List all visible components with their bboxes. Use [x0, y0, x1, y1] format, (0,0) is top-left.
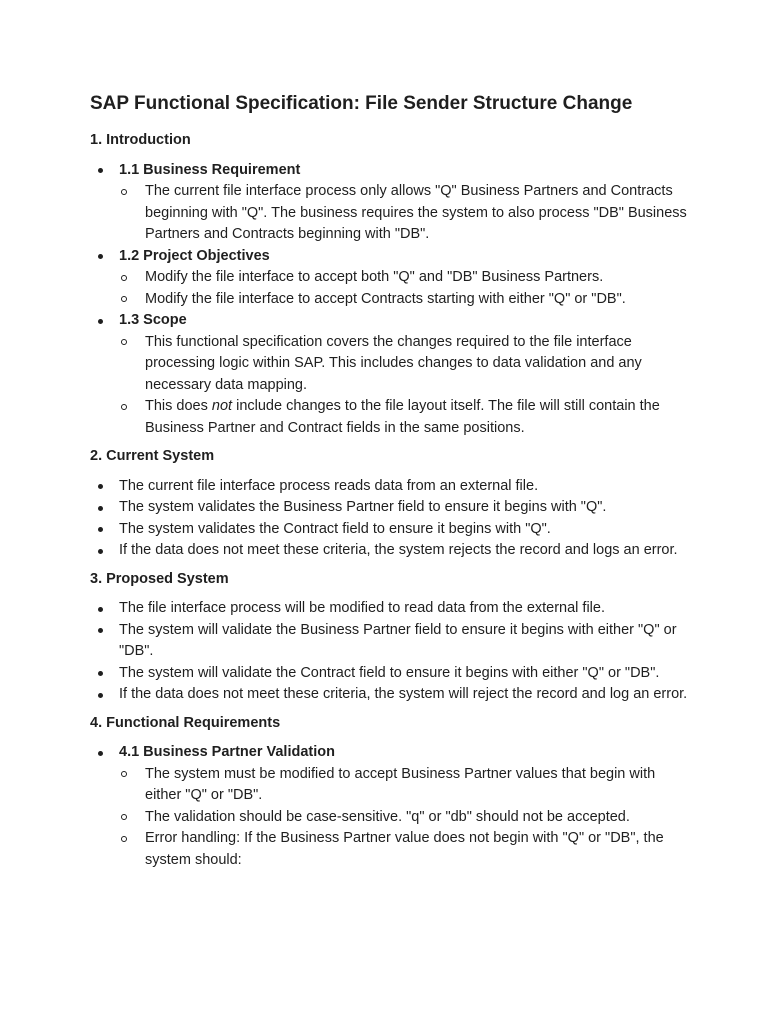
list-item-text: The system validates the Business Partner field to ensure it begins with "Q". [119, 499, 607, 515]
sub-list-item [119, 289, 688, 311]
bullet-icon [98, 484, 103, 489]
sub-list-item [119, 828, 688, 871]
list-item-text: If the data does not meet these criteria, the system rejects the record and logs an error. [119, 542, 678, 558]
sub-list-item [119, 396, 688, 439]
sub-list-item-text-pre: This does [145, 398, 212, 414]
sub-list-item [119, 267, 688, 289]
sub-list [119, 764, 688, 872]
list-item [90, 519, 688, 541]
list-item [90, 310, 688, 439]
bullet-icon [98, 628, 103, 633]
sub-list-item-text: Modify the file interface to accept both "Q" and "DB" Business Partners. [145, 269, 604, 285]
section-heading-proposed-system: 3. Proposed System [90, 570, 229, 587]
sub-list [119, 181, 688, 246]
list-item [90, 497, 688, 519]
hollow-bullet-icon [121, 296, 127, 302]
list-item [90, 742, 688, 871]
subsection-label: 1.1 Business Requirement [119, 161, 301, 178]
bullet-icon [98, 506, 103, 511]
list-item [90, 663, 688, 685]
hollow-bullet-icon [121, 189, 127, 195]
hollow-bullet-icon [121, 814, 127, 820]
bullet-icon [98, 607, 103, 612]
introduction-list [90, 160, 688, 440]
sub-list-item-text: Error handling: If the Business Partner value does not begin with "Q" or "DB", the system should: [145, 830, 664, 868]
bullet-icon [98, 319, 103, 324]
bullet-icon [98, 527, 103, 532]
sub-list-item-text: The validation should be case-sensitive. "q" or "db" should not be accepted. [145, 808, 630, 825]
sub-list-item [119, 181, 688, 246]
sub-list-item [119, 332, 688, 397]
bullet-icon [98, 168, 103, 173]
functional-requirements-list [90, 742, 688, 871]
sub-list-item [119, 807, 688, 829]
hollow-bullet-icon [121, 836, 127, 842]
sub-list-item [119, 764, 688, 807]
document-title: SAP Functional Specification: File Sender Structure Change [90, 93, 633, 114]
list-item-text: The file interface process will be modified to read data from the external file. [119, 600, 605, 616]
sub-list-item-text: The current file interface process only allows "Q" Business Partners and Contracts beginning with "Q". The business requires the system to also process "DB" Business Partners and Contracts beginning with "DB". [145, 183, 687, 242]
list-item-text: The system validates the Contract field to ensure it begins with "Q". [119, 520, 551, 537]
sub-list-item-text: Modify the file interface to accept Contracts starting with either "Q" or "DB". [145, 290, 626, 307]
hollow-bullet-icon [121, 404, 127, 410]
sub-list [119, 332, 688, 440]
list-item [90, 540, 688, 562]
hollow-bullet-icon [121, 771, 127, 777]
list-item-text: If the data does not meet these criteria, the system will reject the record and log an error. [119, 686, 688, 702]
sub-list-item-text: The system must be modified to accept Business Partner values that begin with either "Q" or "DB". [145, 765, 656, 803]
sub-list-item-text-post: include changes to the file layout itself. The file will still contain the Business Partner and Contract fields in the same positions. [145, 398, 660, 436]
bullet-icon [98, 693, 103, 698]
list-item [90, 620, 688, 663]
list-item-text: The system will validate the Contract field to ensure it begins with either "Q" or "DB". [119, 664, 660, 681]
section-heading-functional-requirements: 4. Functional Requirements [90, 714, 281, 731]
list-item-text: The system will validate the Business Partner field to ensure it begins with either "Q" or "DB". [119, 621, 677, 659]
hollow-bullet-icon [121, 275, 127, 281]
subsection-label: 1.3 Scope [119, 312, 187, 328]
bullet-icon [98, 751, 103, 756]
list-item [90, 160, 688, 246]
list-item [90, 246, 688, 311]
sub-list-item-text: This functional specification covers the changes required to the file interface processing logic within SAP. This includes changes to data validation and any necessary data mapping. [145, 333, 642, 393]
bullet-icon [98, 254, 103, 259]
list-item [90, 476, 688, 498]
subsection-label: 4.1 Business Partner Validation [119, 744, 335, 760]
proposed-system-list [90, 598, 688, 706]
section-heading-current-system: 2. Current System [90, 448, 215, 464]
emphasis-text: not [211, 398, 233, 414]
bullet-icon [98, 549, 103, 554]
list-item-text: The current file interface process reads data from an external file. [119, 477, 539, 494]
bullet-icon [98, 671, 103, 676]
sub-list [119, 267, 688, 310]
section-heading-introduction: 1. Introduction [90, 132, 191, 148]
subsection-label: 1.2 Project Objectives [119, 247, 270, 264]
list-item [90, 684, 688, 706]
hollow-bullet-icon [121, 339, 127, 345]
current-system-list [90, 476, 688, 562]
list-item [90, 598, 688, 620]
